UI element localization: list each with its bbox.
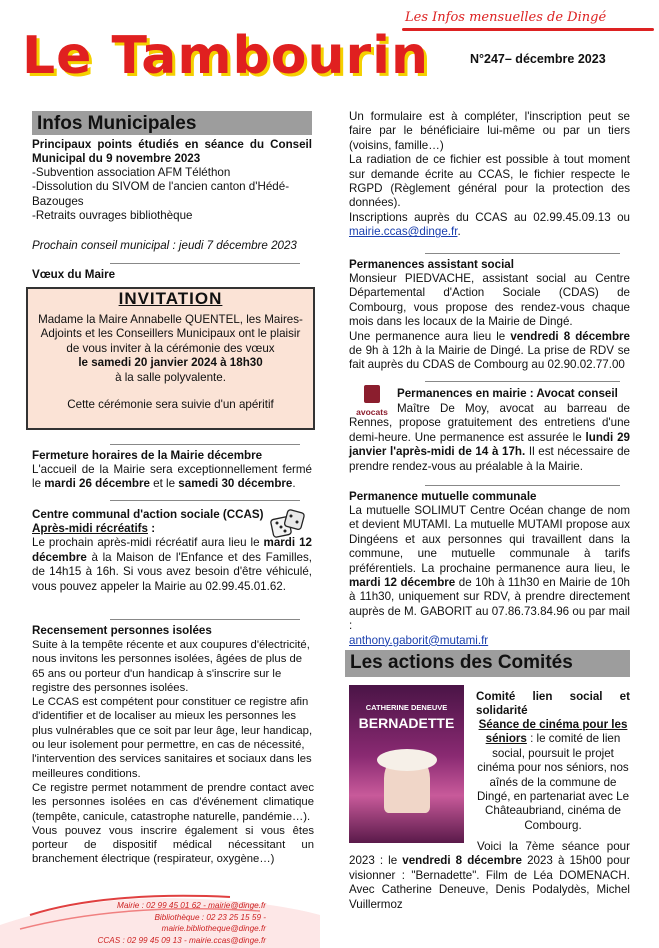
separator bbox=[425, 485, 620, 486]
recensement-paragraph: Suite à la tempête récente et aux coupures d'électricité, nous invitons les personnes isolées, âgées de plus de 65 ans ou porteur d'un handicap à s'inscrire sur le registre des personnes isolées. bbox=[32, 639, 310, 694]
formulaire-paragraph: . bbox=[457, 225, 461, 239]
masthead-title: Le Tambourin bbox=[22, 26, 430, 86]
comites-banner: Les actions des Comités bbox=[345, 650, 630, 677]
recensement-paragraph: Ce registre permet notamment de prendre contact avec les personnes isolées en cas d'événement climatique (tempête, canicule, catastrophe naturelle, pandémie…). bbox=[32, 781, 314, 823]
invitation-text: Madame la Maire Annabelle QUENTEL, les Maires-Adjoints et les Conseillers Municipaux ont le plaisir de vous inviter à la cérémonie des vœux bbox=[38, 312, 303, 355]
fermeture-text: et le bbox=[149, 477, 179, 491]
avocat-section bbox=[349, 402, 630, 474]
mutuelle-paragraph: de 10h à 11h30 en Mairie de 10h à 11h30, uniquement sur RDV, à prendre directement auprès de M. GABORIT au 07.86.73.84.96 ou par mail : bbox=[349, 576, 630, 633]
ccas-email-link[interactable]: mairie.ccas@dinge.fr bbox=[349, 225, 458, 239]
invitation-date: le samedi 20 janvier 2024 à 18h30 bbox=[78, 356, 263, 370]
separator bbox=[425, 381, 620, 382]
fermeture-section bbox=[32, 449, 312, 492]
fermeture-heading: Fermeture horaires de la Mairie décembre bbox=[32, 449, 263, 462]
invitation-title: INVITATION bbox=[118, 289, 223, 308]
invitation-box bbox=[26, 287, 315, 430]
conseil-point: -Retraits ouvrages bibliothèque bbox=[32, 209, 193, 223]
mutuelle-date: mardi 12 décembre bbox=[349, 576, 456, 590]
separator bbox=[110, 500, 300, 501]
invitation-place: à la salle polyvalente. bbox=[115, 370, 226, 384]
assistant-heading: Permanences assistant social bbox=[349, 258, 514, 271]
recensement-paragraph: Vous pouvez vous inscrire également si vous êtes porteur de dispositif médical nécessitant un branchement électrique (respirateur, oxygène…) bbox=[32, 824, 314, 866]
assistant-paragraph: Une permanence aura lieu le bbox=[349, 329, 511, 343]
separator bbox=[110, 263, 300, 264]
invitation-aperitif: Cette cérémonie sera suivie d'un apéritif bbox=[67, 397, 274, 411]
formulaire-paragraph: Inscriptions auprès du CCAS au 02.99.45.09.13 ou bbox=[349, 210, 630, 224]
assistant-paragraph: de 9h à 12h à la Mairie de Dingé. La prise de RDV se fait auprès du CDAS de Combourg au 02.90.02.77.00 bbox=[349, 344, 630, 372]
avocats-logo-text: avocats bbox=[356, 407, 388, 417]
voeux-heading: Vœux du Maire bbox=[32, 268, 116, 281]
mutuelle-heading: Permanence mutuelle communale bbox=[349, 490, 537, 503]
avocat-date: lundi 29 janvier l'après-midi de 14 à 17h. bbox=[349, 430, 630, 459]
poster-title: BERNADETTE bbox=[358, 715, 455, 731]
mutuelle-paragraph: La mutuelle SOLIMUT Centre Océan change de nom et devient MUTAMI. La mutuelle MUTAMI propose aux Dingéens et aux personnes qui travaillent dans la commune, une mutuelle communale à tarifs préférentiels. La prochaine permanence aura lieu, le bbox=[349, 504, 630, 575]
formulaire-paragraph: Un formulaire est à compléter, l'inscription peut se faire par le bénéficiaire lui-même ou par un tiers (voisins, famille…) bbox=[349, 110, 630, 152]
cinema-subheading: Séance de cinéma pour les séniors bbox=[478, 718, 628, 746]
conseil-point: -Subvention association AFM Téléthon bbox=[32, 166, 231, 179]
comite-paragraph: 2023 à 15h00 pour visionner : "Bernadette". Film de Léa DOMENACH. Avec Catherine Deneuve, Denis Podalydès, Michel Vuillermoz bbox=[349, 854, 630, 911]
footer-mairie: Mairie : 02 99 45 01 62 - mairie@dinge.fr bbox=[117, 901, 266, 910]
bernadette-poster bbox=[349, 685, 464, 843]
tagline-rule bbox=[402, 28, 654, 31]
comite-paragraph: : le comité de lien social, poursuit le projet cinéma pour nos séniors, nos aînés de la commune de Dingé, en partenariat avec Le Châteaubriand, cinéma de Combourg. bbox=[476, 732, 630, 832]
ccas-subheading: : bbox=[147, 522, 156, 535]
footer-contacts bbox=[88, 900, 266, 946]
ccas-text: Le prochain après-midi récréatif aura lieu le bbox=[32, 536, 264, 550]
avocat-paragraph: Maître De Moy, avocat au barreau de Rennes, propose gratuitement des entretiens d'une demi-heure. Une permanence est assurée le bbox=[349, 402, 630, 444]
comite-seance bbox=[349, 840, 630, 912]
conseil-point: -Dissolution du SIVOM de l'ancien canton d'Hédé-Bazouges bbox=[32, 180, 290, 208]
comite-date: vendredi 8 décembre bbox=[402, 854, 522, 868]
assistant-date: vendredi 8 décembre bbox=[510, 329, 630, 343]
conseil-section bbox=[32, 138, 312, 253]
formulaire-section bbox=[349, 110, 630, 240]
infos-municipales-banner: Infos Municipales bbox=[32, 111, 312, 135]
ccas-date: mardi 12 décembre bbox=[32, 536, 312, 564]
header-tagline: Les Infos mensuelles de Dingé bbox=[405, 10, 607, 25]
avocats-logo-mark bbox=[364, 385, 380, 403]
fermeture-date: mardi 26 décembre bbox=[44, 477, 150, 491]
mutami-email-link[interactable]: anthony.gaborit@mutami.fr bbox=[349, 633, 489, 647]
conseil-heading: Principaux points étudiés en séance du Conseil Municipal du 9 novembre 2023 bbox=[32, 138, 312, 165]
comite-heading: Comité lien social et solidarité bbox=[476, 690, 630, 717]
avocat-paragraph: Il est nécessaire de prendre rendez-vous au préalable à la Mairie. bbox=[349, 445, 630, 473]
separator bbox=[110, 444, 300, 445]
prochain-conseil: Prochain conseil municipal : jeudi 7 décembre 2023 bbox=[32, 238, 297, 252]
issue-number: N°247– décembre 2023 bbox=[470, 52, 606, 66]
ccas-heading: Centre communal d'action sociale (CCAS) bbox=[32, 508, 264, 521]
mutuelle-section bbox=[349, 490, 630, 648]
footer-bibliotheque: Bibliothèque : 02 23 25 15 59 - mairie.bibliotheque@dinge.fr bbox=[154, 912, 266, 933]
comite-section bbox=[476, 690, 630, 833]
recensement-section bbox=[32, 624, 314, 867]
ccas-text: à la Maison de l'Enfance et des Familles, de 14h15 à 16h. Si vous avez besoin d'être véhiculé, vous pouvez appeler la Mairie au 02.99.45.01.62. bbox=[32, 550, 312, 593]
fermeture-date: samedi 30 décembre bbox=[178, 477, 293, 491]
recensement-paragraph: Le CCAS est compétent pour constituer ce registre afin d'identifier et de localiser au mieux les personnes les plus vulnérables que ce soit par leur âge, leur handicap, ou leur isolement pour permettre, en cas de nécessité, l'intervention des services sanitaires et sociaux dans les meilleures conditions. bbox=[32, 696, 313, 780]
assistant-section bbox=[349, 258, 630, 373]
comite-paragraph: Voici la 7ème séance pour 2023 : le bbox=[349, 840, 630, 868]
fermeture-text: . bbox=[292, 477, 296, 491]
ccas-subheading: Après-midi récréatifs bbox=[32, 522, 148, 535]
fermeture-text: L'accueil de la Mairie sera exceptionnellement fermé le bbox=[32, 463, 312, 491]
separator bbox=[425, 253, 620, 254]
poster-hair bbox=[377, 749, 437, 771]
formulaire-paragraph: La radiation de ce fichier est possible à tout moment sur demande écrite au CCAS, le fichier respecte le RGPD (Règlement général pour la protection des données). bbox=[349, 153, 630, 210]
assistant-paragraph: Monsieur PIEDVACHE, assistant social au Centre Départemental d'Action Sociale (CDAS) de Combourg, vous propose des rendez-vous chaque mois dans les locaux de la Mairie de Dingé. bbox=[349, 272, 630, 329]
avocat-heading: Permanences en mairie : Avocat conseil bbox=[397, 387, 618, 400]
poster-actor: CATHERINE DENEUVE bbox=[365, 703, 448, 712]
footer-ccas: CCAS : 02 99 45 09 13 - mairie.ccas@dinge.fr bbox=[97, 935, 266, 945]
dice-icon bbox=[270, 508, 306, 540]
separator bbox=[110, 619, 300, 620]
recensement-heading: Recensement personnes isolées bbox=[32, 624, 212, 637]
